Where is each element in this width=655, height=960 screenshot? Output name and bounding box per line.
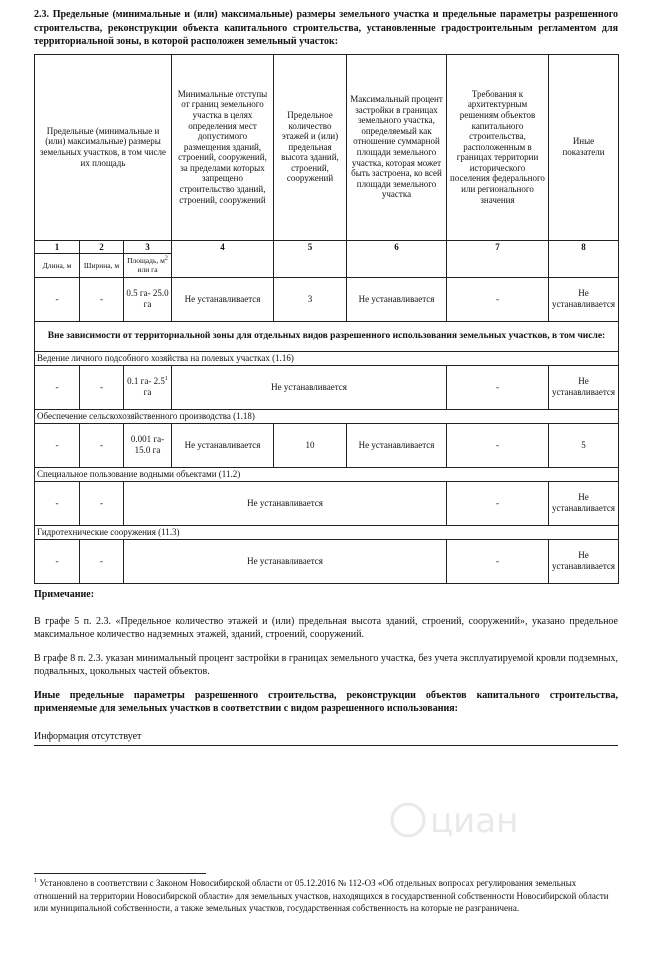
col-number: 5 [274, 240, 347, 277]
cell: Не устанавливается [347, 277, 447, 321]
cell: Не устанавливается [549, 481, 619, 525]
cell: - [80, 481, 124, 525]
cell: 3 [274, 277, 347, 321]
cell: - [80, 539, 124, 583]
cell: - [35, 365, 80, 409]
col-number: 8 [549, 240, 619, 277]
cell: - [35, 277, 80, 321]
cell: Не устанавливается [347, 423, 447, 467]
header-col8: Иные показатели [549, 54, 619, 240]
footnote-mark: 1 [34, 878, 37, 884]
document-page [34, 8, 618, 746]
cell: Не устанавливается [172, 423, 274, 467]
cell: - [80, 277, 124, 321]
group-title: Специальное пользование водными объектами (11.2) [35, 467, 619, 481]
cell: - [35, 539, 80, 583]
group-title: Гидротехнические сооружения (11.3) [35, 525, 619, 539]
unit-width: Ширина, м [80, 253, 124, 277]
cell-merged: Не устанавливается [172, 365, 447, 409]
cell: 10 [274, 423, 347, 467]
note-title: Примечание: [34, 588, 95, 600]
header-sizes: Предельные (минимальные и (или) максимальные) размеры земельных участков, в том числе их площадь [35, 54, 172, 240]
cell-merged: Не устанавливается [124, 539, 447, 583]
table-row [35, 539, 619, 583]
cell: Не устанавливается [172, 277, 274, 321]
table-row [35, 365, 619, 409]
parameters-table [34, 54, 619, 584]
cell: - [447, 539, 549, 583]
section-heading: 2.3. Предельные (минимальные и (или) максимальные) размеры земельного участка и предельные параметры разрешенного строительства, реконструкции объекта капитального строительства, установленные градостроительным регламентом для территориальной зоны, в которой расположен земельный участок: [34, 9, 618, 47]
section-title-row [35, 321, 619, 351]
col-number: 6 [347, 240, 447, 277]
watermark-logo [390, 790, 590, 850]
table-row [35, 423, 619, 467]
cell: Не устанавливается [549, 539, 619, 583]
cell: Не устанавливается [549, 277, 619, 321]
header-col7: Требования к архитектурным решениям объектов капитального строительства, расположенным в границах территории исторического поселения федерального или регионального значения [447, 54, 549, 240]
section-title: Вне зависимости от территориальной зоны для отдельных видов разрешенного использования земельных участков, в том числе: [35, 321, 619, 351]
watermark-text: циан [430, 801, 519, 841]
other-params-heading: Иные предельные параметры разрешенного строительства, реконструкции объектов капитального строительства, применяемые для земельных участков в соответствии с видом разрешенного использования: [34, 689, 618, 714]
group-title: Ведение личного подсобного хозяйства на полевых участках (1.16) [35, 351, 619, 365]
cell-area: 0.1 га- $2.5^1$ га [124, 365, 172, 409]
info-line: Информация отсутствует [34, 730, 618, 746]
footnote-text: Установлено в соответствии с Законом Новосибирской области от 05.12.2016 № 112-ОЗ «Об отдельных вопросах регулирования земельных отношений на территории Новосибирской области» для земельных участков, находящихся в государственной собственности Новосибирской области или муниципальной собственности, а также земельных участков, государственная собственность на которые не разграничена. [34, 878, 609, 913]
footnote-divider [34, 873, 206, 874]
note-paragraph-1: В графе 5 п. 2.3. «Предельное количество этажей и (или) предельная высота зданий, строений, сооружений», указано предельное максимальное количество надземных этажей, зданий, строений, сооружений. [34, 615, 618, 640]
col-number: 7 [447, 240, 549, 277]
table-row-main [35, 277, 619, 321]
col-number: 3 [124, 240, 172, 253]
cell-merged: Не устанавливается [124, 481, 447, 525]
cell: - [80, 365, 124, 409]
cell-area: 0.5 га- 25.0 га [124, 277, 172, 321]
unit-length: Длина, м [35, 253, 80, 277]
table-row [35, 481, 619, 525]
cell: - [35, 481, 80, 525]
col-number: 4 [172, 240, 274, 277]
group-title-row [35, 525, 619, 539]
col-number: 1 [35, 240, 80, 253]
cell: 5 [549, 423, 619, 467]
group-title-row [35, 467, 619, 481]
cell: - [35, 423, 80, 467]
cell: - [447, 277, 549, 321]
col-number: 2 [80, 240, 124, 253]
header-col5: Предельное количество этажей и (или) предельная высота зданий, строений, сооружений [274, 54, 347, 240]
cell: - [447, 423, 549, 467]
footnote [34, 877, 618, 915]
cell: Не устанавливается [549, 365, 619, 409]
group-title: Обеспечение сельскохозяйственного производства (1.18) [35, 409, 619, 423]
table-header-row [35, 54, 619, 240]
cell: - [80, 423, 124, 467]
note-paragraph-2: В графе 8 п. 2.3. указан минимальный процент застройки в границах земельного участка, без учета эксплуатируемой кровли подземных, подвальных, цокольных частей объектов. [34, 652, 618, 677]
group-title-row [35, 351, 619, 365]
header-col6: Максимальный процент застройки в границах земельного участка, определяемый как отношение суммарной площади земельного участка, которая может быть застроена, ко всей площади земельного участка [347, 54, 447, 240]
header-col4: Минимальные отступы от границ земельного участка в целях определения мест допустимого размещения зданий, строений, сооружений, за пределами которых запрещено строительство зданий, строений, сооружений [172, 54, 274, 240]
group-title-row [35, 409, 619, 423]
cell-area: 0.001 га- 15.0 га [124, 423, 172, 467]
unit-area: Площадь, $м^2$ или га [124, 253, 172, 277]
column-number-row [35, 240, 619, 253]
cell: - [447, 481, 549, 525]
cell: - [447, 365, 549, 409]
